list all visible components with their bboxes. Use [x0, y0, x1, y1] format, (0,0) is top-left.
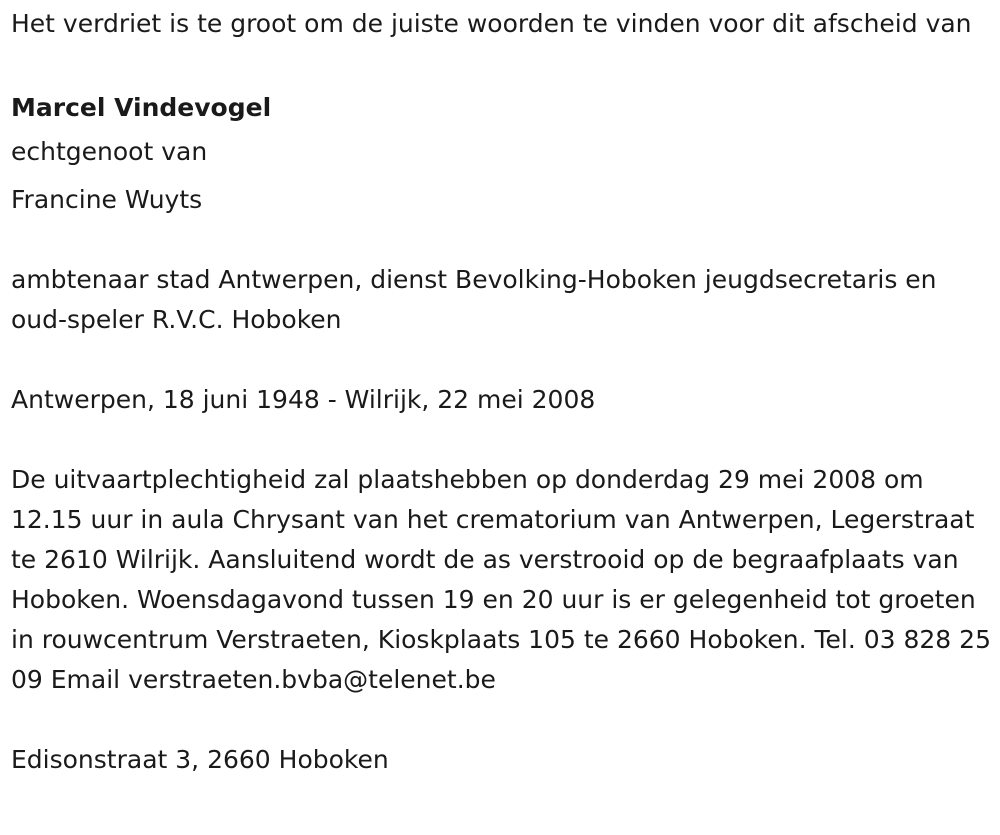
spacer [11, 420, 996, 460]
description-text: ambtenaar stad Antwerpen, dienst Bevolking-Hoboken jeugdsecretaris en oud-speler R.V.C. Hoboken [11, 265, 937, 334]
spacer [11, 220, 996, 260]
spacer [11, 44, 996, 84]
relation-text: echtgenoot van [11, 137, 208, 166]
deceased-name: Marcel Vindevogel [11, 93, 272, 122]
spouse-name: Francine Wuyts [11, 185, 203, 214]
spacer [11, 340, 996, 380]
death-notice [11, 4, 996, 780]
address-text: Edisonstraat 3, 2660 Hoboken [11, 745, 389, 774]
ceremony-text: De uitvaartplechtigheid zal plaatshebben op donderdag 29 mei 2008 om 12.15 uur in aula Chrysant van het crematorium van Antwerpen, Legerstraat te 2610 Wilrijk. Aansluitend wordt de as verstrooid op de begraafplaats van Hoboken. Woensdagavond tussen 19 en 20 uur is er gelegenheid tot groeten in rouwcentrum Verstraeten, Kioskplaats 105 te 2660 Hoboken. Tel. 03 828 25 09 Email verstraeten.bvba@telenet.be [11, 465, 991, 694]
intro-text: Het verdriet is te groot om de juiste woorden te vinden voor dit afscheid van [11, 9, 972, 38]
dates-text: Antwerpen, 18 juni 1948 - Wilrijk, 22 mei 2008 [11, 385, 596, 414]
spacer [11, 700, 996, 740]
